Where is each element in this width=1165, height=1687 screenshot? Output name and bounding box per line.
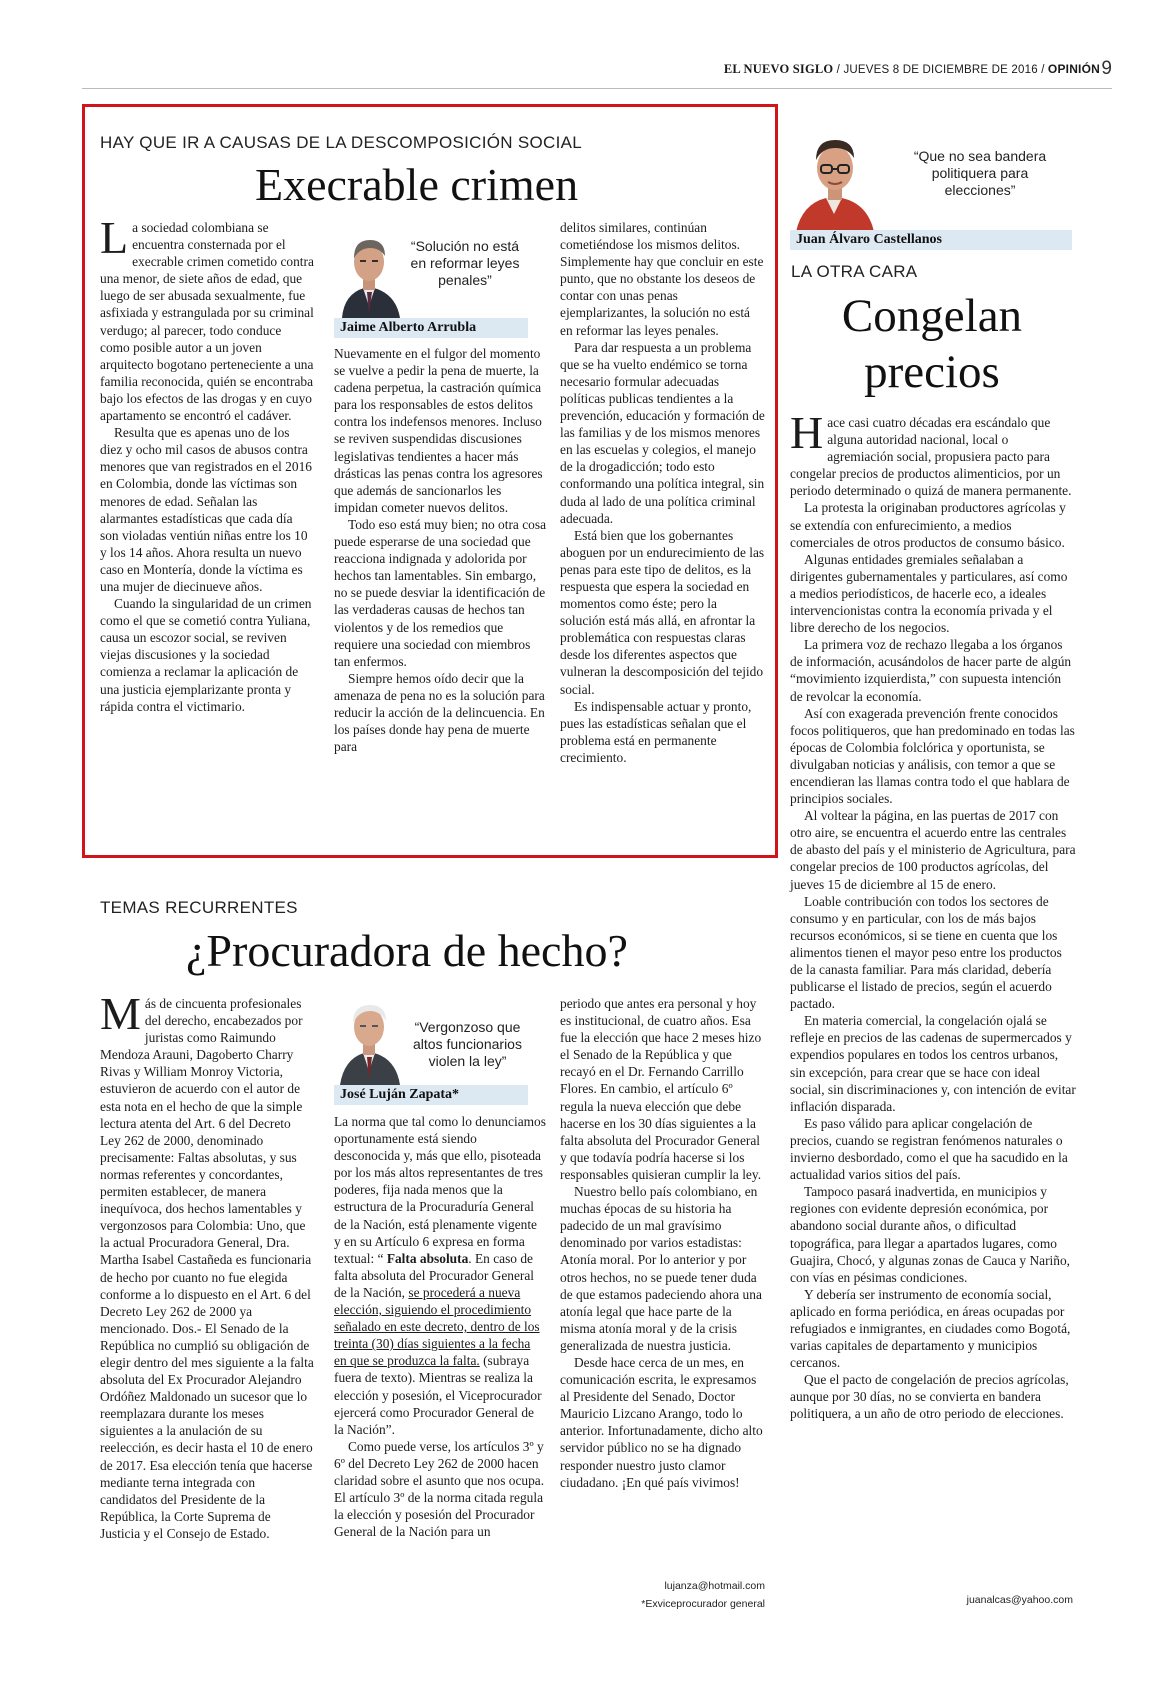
article1-paragraph: Para dar respuesta a un problema que se ha vuelto endémico se torna necesario formular adecuadas políticas publicas tendientes a la prevención, educación y formación de las familias y de los mismos menores en las escuelas y colegios, el manejo de la drogadicción; todo esto conformando una política integral, sin duda al lado de una política criminal adecuada. <box>560 339 765 526</box>
article3-paragraph: Algunas entidades gremiales señalaban a dirigentes gubernamentales y particulares, así como a medios periodísticos, de hacerle eco, a ideales intervencionistas contra la economía privada y el libre derecho de los negocios. <box>790 551 1068 636</box>
pull-quote: “Que no sea bandera politiquera para elecciones” <box>913 148 1047 198</box>
article2-column-1 <box>100 988 314 1542</box>
article1-paragraph: a sociedad colombiana se encuentra consternada por el execrable crimen cometido contra una menor, de siete años de edad, que luego de ser abusada sexualmente, fue asfixiada y estrangulada por su criminal verdugo; al parecer, todo conduce como posible autor a un joven arquitecto bogotano perteneciente a una familia reconocida, quién se encontraba bajo los efectos de las drogas y en cuyo apartamento se encontró el cadáver. <box>100 220 314 424</box>
article3-paragraph: Es paso válido para aplicar congelación de precios, cuando se registran fenómenos naturales o invierno desbordado, como el que ha sacudido en la actualidad varios sitios del país. <box>790 1115 1068 1183</box>
dropcap: L <box>100 212 129 263</box>
title-line: Congelan <box>841 290 1023 342</box>
article2-paragraph: ás de cincuenta profesionales del derecho, encabezados por juristas como Raimundo Mendoza Arauni, Dagoberto Charry Rivas y William Monroy Victoria, estuvieron de acuerdo con el autor de esta nota en el hecho de que la simple lectura atenta del Art. 6 del Decreto Ley 262 de 2000, denominado precisamente: Faltas absolutas, y sus normas referentes y concordantes, permiten establecer, de manera inequívoca, dos hechos lamentables y vergonzosos para Colombia: Uno, que la actual Procuradora General, Dra. Martha Isabel Castañeda es funcionaria de hecho por cuanto no fue elegida conforme a lo dispuesto en el Art. 6 del Decreto Ley 262 de 2000 ya mencionado. Dos.- El Senado de la República no cumplió su obligación de elegir dentro del mes siguiente a la falta absoluta del Ex Procurador Alejandro Ordóñez Maldonado un sucesor que lo reemplazara durante los meses siguientes a la anulación de su reelección, es decir hasta el 10 de enero de 2017. Esa elección tenía que hacerse mediante terna integrada con candidatos del Presidente de la República, la Corte Suprema de Justicia y el Consejo de Estado. <box>100 996 314 1541</box>
article1-paragraph: Es indispensable actuar y pronto, pues las estadísticas señalan que el problema está en permanente crecimiento. <box>560 698 752 765</box>
header-rule <box>82 88 1112 89</box>
article1-title: Execrable crimen <box>255 159 579 210</box>
article2-paragraph: Desde hace cerca de un mes, en comunicación escrita, le expresamos al Presidente del Senado, Doctor Mauricio Lizcano Arango, todo lo anterior. Infortunadamente, dicho alto servidor público no se ha dignado responder nuestro justo clamor ciudadano. ¡En qué país vivimos! <box>560 1354 763 1490</box>
article3-column <box>790 407 1076 1423</box>
article3-paragraph: Al voltear la página, en las puertas de 2017 con otro aire, se encuentra el acuerdo entre las centrales de abasto del país y el ministerio de Agricultura, para congelar precios de 100 productos agrícolas, del jueves 15 de diciembre al 15 de enero. <box>790 808 1076 892</box>
article1-paragraph: Siempre hemos oído decir que la amenaza de pena no es la solución para reducir la acción de la delincuencia. En los países donde hay pena de muerte para <box>334 670 545 755</box>
article3-paragraph: Tampoco pasará inadvertida, en municipios y regiones con evidente depresión económica, por abandono social durante años, o dificultad topográfica, para llegar a apartados lugares, como Guajira, Chocó, y algunas zonas de Cauca y Nariño, con vías en pésimas condiciones. <box>790 1184 1071 1285</box>
article1-paragraph: Nuevamente en el fulgor del momento se vuelve a pedir la pena de muerte, la cadena perpetua, la castración química para los responsables de estos delitos contra los indefensos menores. Incluso se reviven suspendidas discusiones legislativas tendientes a hacer más drásticas las penas contra los agresores que además de sancionarlos les impidan cometer nuevos delitos. <box>334 346 543 515</box>
article3-paragraph: ace casi cuatro décadas era escándalo que alguna autoridad nacional, local o agremiación social, propusiera pacto para congelar precios de productos alimenticios, por un periodo determinado o quizá de manera permanente. <box>790 415 1072 499</box>
article2-byline-box <box>334 995 530 1107</box>
article2-paragraph: Nuestro bello país colombiano, en muchas épocas de su historia ha padecido de un mal gravísimo denominado por varios estadistas: Atonía moral. Por lo anterior y por otros hechos, no se puede tener duda de que estamos padeciendo ahora una atonía legal que hace parte de la misma atonía moral y de la crisis generalizada de nuestra justicia. <box>560 1184 762 1353</box>
article2-paragraph: . En caso de falta absoluta del Procurador General de la Nación, <box>334 1250 535 1300</box>
article1-paragraph: delitos similares, continúan cometiéndose los mismos delitos. Simplemente hay que concluir en este punto, que no obstante los deseos de contar con unas penas ejemplarizantes, la solución no está en reformar las leyes penales. <box>560 220 764 338</box>
author-name: Juan Álvaro Castellanos <box>790 230 1072 250</box>
underlined-phrase: se procederá a nueva elección, siguiendo el procedimiento señalado en este decreto, dentro de los treinta (30) días siguientes a la fecha en que se produzca la falta. <box>334 1284 540 1369</box>
pull-quote: “Vergonzoso que altos funcionarios violen la ley” <box>413 1019 522 1069</box>
title-line: precios <box>864 346 1000 398</box>
article3-paragraph: Loable contribución con todos los sectores de consumo y en particular, con los de más bajos recursos económicos, si se tiene en cuenta que los alimentos tienen el mayor peso entre los productos de la canasta familiar. Para más claridad, debería publicarse el listado de precios, según el acuerdo pactado. <box>790 893 1062 1012</box>
article1-paragraph: Cuando la singularidad de un crimen como el que se cometió contra Yuliana, causa un escozor social, se reviven viejas discusiones y la sociedad comienza a reclamar la aplicación de una justicia ejemplarizante pronta y rápida contra el victimario. <box>100 596 312 714</box>
author-footnote: *Exviceprocurador general <box>641 1598 765 1610</box>
article2-title: ¿Procuradora de hecho? <box>186 925 628 976</box>
article1-paragraph: Resulta que es apenas uno de los diez y ocho mil casos de abusos contra menores que van registrados en el 2016 en Colombia, donde las víctimas son menores de edad. Señalan las alarmantes estadísticas que cada día son violadas ventiún niñas entre los 10 y los 14 años. Ahora resulta un nuevo caso en Montería, donde la víctima es una mujer de diecinueve años. <box>100 425 312 594</box>
article1-column-2 <box>334 345 546 755</box>
section-name: OPINIÓN <box>1047 62 1100 76</box>
author-email: juanalcas@yahoo.com <box>966 1594 1073 1606</box>
article3-kicker: LA OTRA CARA <box>791 262 918 281</box>
author-name: José Luján Zapata* <box>334 1085 528 1105</box>
article2-paragraph: periodo que antes era personal y hoy es institucional, de cuatro años. Esa fue la elección que hace 2 meses hizo el Senado de la República y que recayó en el Dr. Fernando Carrillo Flores. En cambio, el artículo 6º regula la nueva elección que debe hacerse en los 30 días siguientes a la falta absoluta del Procurador General y que todavía podría hacerse si los responsables quisieran cumplir la ley. <box>560 996 762 1182</box>
article3-title <box>790 288 1074 400</box>
page-header <box>0 0 1165 90</box>
article2-paragraph: Como puede verse, los artículos 3º y 6º del Decreto Ley 262 de 2000 hacen claridad sobre el asunto que nos ocupa. El artículo 3º de la norma citada regula la elección y posesión del Procurador General de la Nación para un <box>334 1438 545 1540</box>
article3-paragraph: La protesta la originaban productores agrícolas y se extendía con enfurecimiento, a medios comerciales de otros productos de consumo básico. <box>790 500 1066 550</box>
article3-paragraph: Y debería ser instrumento de economía social, aplicado en forma periódica, en áreas ocupadas por refugiados e inmigrantes, en ciudades como Bogotá, varias capitales de departamento y municipios cercanos. <box>790 1286 1071 1371</box>
article3-paragraph: La primera voz de rechazo llegaba a los órganos de información, acusándolos de hacer parte de algún “movimiento izquierdista,” con supuesta intención de revolcar la economía. <box>790 637 1072 704</box>
dropcap: M <box>100 988 141 1039</box>
article1-paragraph: Todo eso está muy bien; no otra cosa puede esperarse de una sociedad que reacciona indignada y adolorida por hechos tan lamentables. Sin embargo, no se puede desviar la identificación de las verdaderas causas de hechos tan violentos y de los remedios que requiere una sociedad con miembros tan enfermos. <box>334 516 547 669</box>
author-photo-castellanos <box>790 128 878 232</box>
author-photo-arrubla <box>334 228 404 318</box>
article2-column-3 <box>560 995 765 1491</box>
issue-date: / JUEVES 8 DE DICIEMBRE DE 2016 / <box>836 64 1045 76</box>
article1-column-1 <box>100 212 314 715</box>
article2-paragraph: La norma que tal como lo denunciamos oportunamente está siendo desconocida y, más que ello, pisoteada por los más altos representantes de tres poderes, fija nada menos que la estructura de la Procuraduría General de la Nación, está plenamente vigente y en su Artículo 6 expresa en forma textual: “ <box>334 1114 546 1266</box>
article3-paragraph: En materia comercial, la congelación ojalá se refleje en precios de las cadenas de supermercados y expendios populares en todos los centros urbanos, sin excepción, para crear que se hace con ideal social, sin discriminaciones y, con intención de evitar inflación disparada. <box>790 1013 1076 1114</box>
article1-paragraph: Está bien que los gobernantes aboguen por un endurecimiento de las penas para este tipo de delitos, es la respuesta que espera la sociedad en momentos como éste; pero la solución está más allá, en afrontar la problemática con respuestas claras desde los diferentes aspectos que vulneran la descomposición del tejido social. <box>560 527 765 697</box>
bold-phrase: Falta absoluta <box>386 1250 469 1266</box>
article3-paragraph: Que el pacto de congelación de precios agrícolas, aunque por 30 días, no se convierta en bandera politiquera, a un año de otro periodo de elecciones. <box>790 1372 1069 1422</box>
article2-paragraph: (subraya fuera de texto). Mientras se realiza la elección y posesión, el Viceprocurador ejercerá como Procurador General de la Nación”. <box>334 1353 542 1437</box>
author-name: Jaime Alberto Arrubla <box>334 318 528 338</box>
page-number: 9 <box>1101 58 1112 79</box>
header-folio <box>724 62 1100 77</box>
article3-paragraph: Así con exagerada prevención frente conocidos focos politiqueros, que han predominado en todas las épocas de Colombia folclórica y oportunista, se divulgaban noticias y análisis, con temor a que se encendieran las llamas contra todo el que hablara de principios sociales. <box>790 705 1075 807</box>
article2-column-2 <box>334 1113 546 1540</box>
article3-byline-box <box>790 128 1074 252</box>
dropcap: H <box>790 407 824 458</box>
article1-column-3 <box>560 219 765 766</box>
article1-kicker: HAY QUE IR A CAUSAS DE LA DESCOMPOSICIÓN SOCIAL <box>100 133 583 152</box>
pull-quote: “Solución no está en reformar leyes penales” <box>410 238 520 288</box>
author-email: lujanza@hotmail.com <box>664 1580 765 1592</box>
article1-byline-box <box>334 228 530 340</box>
article2-kicker: TEMAS RECURRENTES <box>100 898 298 917</box>
newspaper-name: EL NUEVO SIGLO <box>723 62 834 76</box>
author-photo-lujan <box>334 995 404 1085</box>
